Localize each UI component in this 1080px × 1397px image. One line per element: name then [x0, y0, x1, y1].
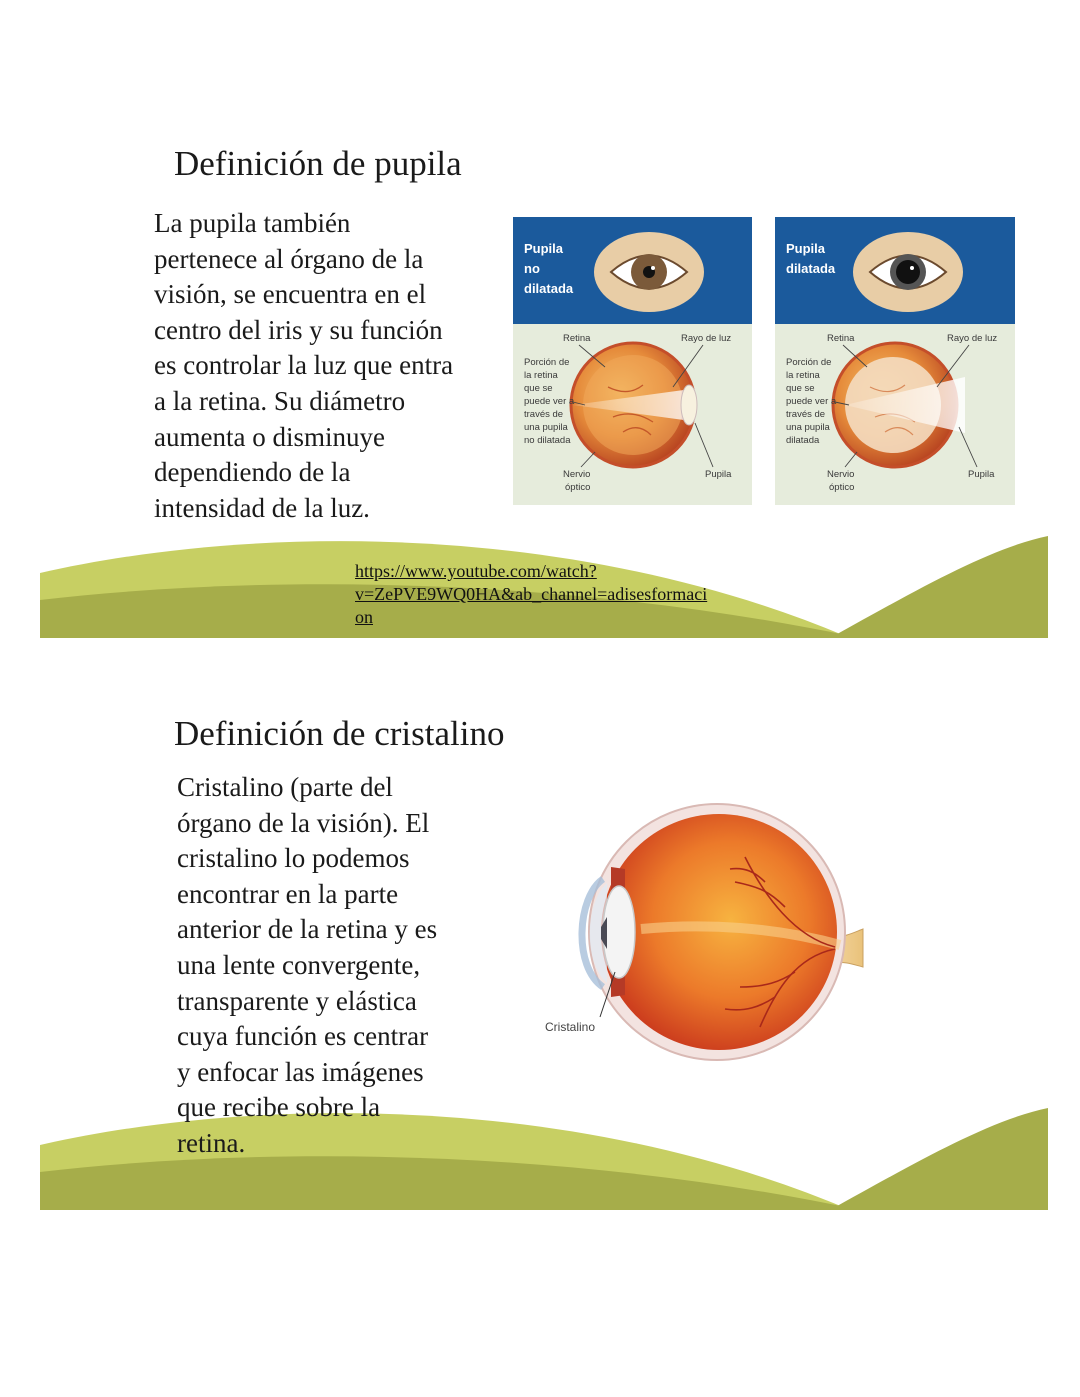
label-porcion: una pupila	[786, 422, 830, 433]
label-rayo-de-luz: Rayo de luz	[947, 333, 998, 344]
label-porcion: una pupila	[524, 422, 568, 433]
body-line: órgano de la visión). El	[177, 807, 430, 838]
label-nervio: óptico	[829, 482, 855, 493]
body-line: encontrar en la parte	[177, 878, 399, 909]
panel-dilatada	[775, 217, 1015, 505]
body-line: intensidad de la luz.	[154, 492, 370, 523]
link-line: v=ZePVE9WQ0HA&ab_channel=adisesformaci	[355, 584, 708, 604]
body-line: es controlar la luz que entra	[154, 350, 454, 381]
youtube-link[interactable]	[355, 560, 707, 629]
pupil-comparison-figure	[513, 217, 1015, 505]
body-line: centro del iris y su función	[154, 314, 443, 345]
body-line: dependiendo de la	[154, 457, 351, 488]
panel-title-line: Pupila	[524, 241, 564, 256]
label-porcion: la retina	[786, 370, 820, 381]
body-line: cuya función es centrar	[177, 1021, 429, 1052]
label-porcion: puede ver a	[786, 396, 837, 407]
slide-pupila	[40, 100, 1048, 638]
body-line: y enfocar las imágenes	[177, 1056, 424, 1087]
body-line: La pupila también	[154, 208, 351, 238]
label-porcion: través de	[524, 409, 564, 420]
body-line: pertenece al órgano de la	[154, 243, 424, 274]
label-retina: Retina	[827, 333, 855, 344]
link-line: https://www.youtube.com/watch?	[355, 561, 597, 581]
body-line: que recibe sobre la	[177, 1092, 381, 1123]
label-retina: Retina	[563, 333, 591, 344]
label-porcion: la retina	[524, 370, 558, 381]
slide-body	[177, 770, 497, 1162]
eye-icon	[853, 232, 963, 312]
label-porcion: través de	[786, 409, 826, 420]
label-porcion: dilatada	[786, 435, 820, 446]
body-line: una lente convergente,	[177, 949, 421, 980]
eye-icon	[594, 232, 704, 312]
panel-no-dilatada	[513, 217, 752, 505]
label-pupila: Pupila	[968, 469, 995, 480]
body-line: anterior de la retina y es	[177, 914, 438, 945]
body-line: cristalino lo podemos	[177, 843, 410, 874]
slide-title: Definición de cristalino	[174, 714, 505, 753]
label-porcion: que se	[786, 383, 815, 394]
link-line: on	[355, 607, 373, 627]
panel-title-line: Pupila	[786, 241, 826, 256]
body-line: aumenta o disminuye	[154, 421, 385, 452]
body-line: a la retina. Su diámetro	[154, 385, 406, 416]
label-pupila: Pupila	[705, 469, 732, 480]
body-line: visión, se encuentra en el	[154, 279, 427, 310]
label-nervio: Nervio	[827, 469, 855, 480]
label-nervio: óptico	[565, 482, 591, 493]
eye-anatomy-icon	[582, 804, 863, 1060]
slide-title: Definición de pupila	[174, 144, 462, 183]
body-line: transparente y elástica	[177, 985, 417, 1016]
body-line: retina.	[177, 1127, 246, 1158]
panel-title-line: dilatada	[786, 261, 836, 276]
label-porcion: Porción de	[786, 357, 832, 368]
slide-body	[154, 206, 504, 526]
panel-title-line: dilatada	[524, 281, 574, 296]
label-porcion: no dilatada	[524, 435, 571, 446]
label-cristalino: Cristalino	[545, 1020, 596, 1034]
panel-title-line: no	[524, 261, 540, 276]
eyeball-cross-section	[571, 343, 697, 467]
slide-cristalino	[40, 672, 1048, 1210]
label-rayo-de-luz: Rayo de luz	[681, 333, 732, 344]
label-porcion: Porción de	[524, 357, 570, 368]
label-porcion: puede ver a	[524, 396, 575, 407]
body-line: Cristalino (parte del	[177, 772, 393, 802]
label-nervio: Nervio	[563, 469, 591, 480]
eye-anatomy-figure	[545, 787, 865, 1065]
label-porcion: que se	[524, 383, 553, 394]
